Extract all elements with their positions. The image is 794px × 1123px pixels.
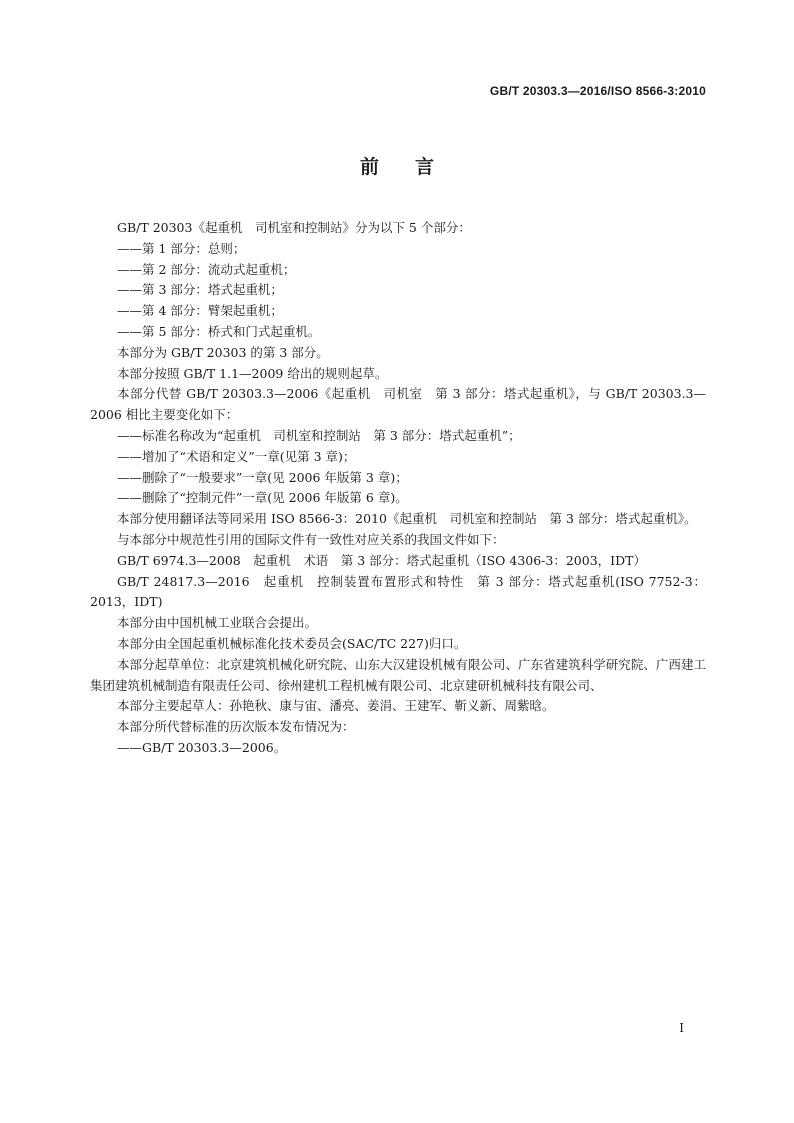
reference-item: GB/T 24817.3—2016 起重机 控制装置布置形式和特性 第 3 部分：塔式起重机(ISO 7752-3：2013，IDT) — [90, 573, 706, 610]
list-item: ——第 3 部分：塔式起重机； — [117, 282, 283, 298]
list-item: ——增加了“术语和定义”一章(见第 3 章)； — [117, 448, 356, 464]
list-item: ——第 4 部分：臂架起重机； — [117, 303, 283, 319]
paragraph: 本部分使用翻译法等同采用 ISO 8566-3：2010《起重机 司机室和控制站 第 3 部分：塔式起重机》。 — [117, 511, 697, 527]
paragraph: 本部分由中国机械工业联合会提出。 — [117, 615, 318, 631]
list-item: ——删除了“一般要求”一章(见 2006 年版第 3 章)； — [117, 469, 408, 485]
standard-code-header: GB/T 20303.3—2016/ISO 8566-3:2010 — [489, 84, 706, 98]
paragraph: 本部分起草单位：北京建筑机械化研究院、山东大汉建设机械有限公司、广东省建筑科学研究院、广西建工集团建筑机械制造有限责任公司、徐州建机工程机械有限公司、北京建研机械科技有限公司、 — [90, 656, 706, 693]
paragraph: 本部分为 GB/T 20303 的第 3 部分。 — [117, 344, 329, 360]
list-item: ——删除了“控制元件”一章(见 2006 年版第 6 章)。 — [117, 490, 408, 506]
foreword-body — [90, 218, 706, 759]
list-item: ——第 1 部分：总则； — [117, 240, 246, 256]
paragraph: 本部分主要起草人：孙艳秋、康与宙、潘亮、姜涓、王建军、靳义新、周紫晗。 — [117, 698, 555, 714]
page-title: 前言 — [359, 156, 470, 178]
paragraph: GB/T 20303《起重机 司机室和控制站》分为以下 5 个部分： — [117, 220, 471, 235]
list-item: ——第 5 部分：桥式和门式起重机。 — [117, 323, 321, 339]
paragraph: 本部分所代替标准的历次版本发布情况为： — [117, 719, 355, 735]
paragraph: 本部分代替 GB/T 20303.3—2006《起重机 司机室 第 3 部分：塔式起重机》，与 GB/T 20303.3—2006 相比主要变化如下： — [90, 386, 706, 423]
paragraph: 与本部分中规范性引用的国际文件有一致性对应关系的我国文件如下： — [117, 531, 505, 547]
page-number: I — [679, 1021, 684, 1035]
reference-item: GB/T 6974.3—2008 起重机 术语 第 3 部分：塔式起重机（ISO 4306-3：2003，IDT） — [117, 552, 646, 568]
paragraph: 本部分按照 GB/T 1.1—2009 给出的规则起草。 — [117, 365, 388, 381]
list-item: ——GB/T 20303.3—2006。 — [117, 739, 287, 755]
list-item: ——标准名称改为“起重机 司机室和控制站 第 3 部分：塔式起重机”； — [117, 427, 521, 443]
paragraph: 本部分由全国起重机械标准化技术委员会(SAC/TC 227)归口。 — [117, 635, 467, 651]
list-item: ——第 2 部分：流动式起重机； — [117, 261, 296, 277]
